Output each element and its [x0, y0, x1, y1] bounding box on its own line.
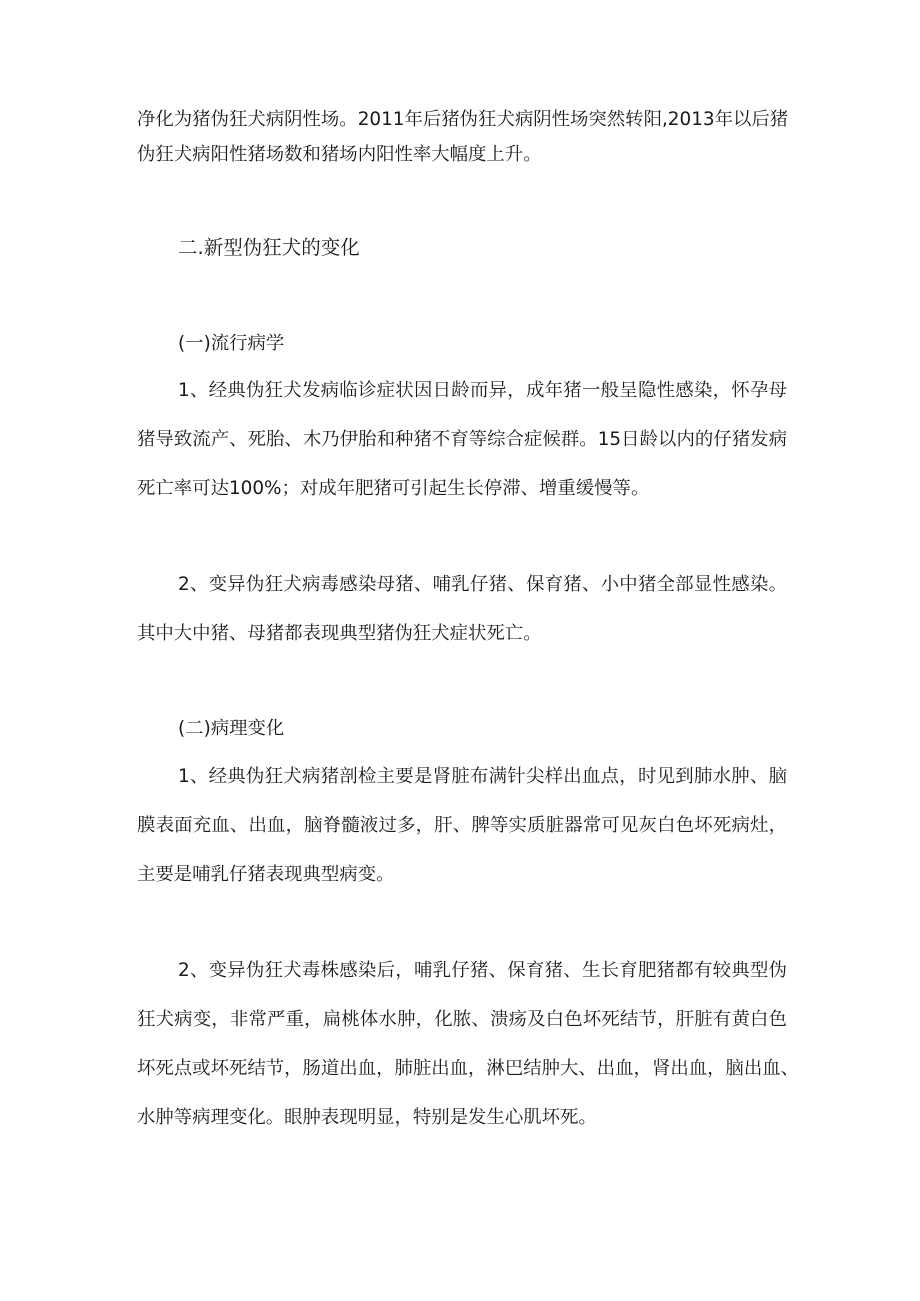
paragraph-line: 2、变异伪狂犬病毒感染母猪、哺乳仔猪、保育猪、小中猪全部显性感染。: [178, 574, 787, 595]
paragraph-line: 水肿等病理变化。眼肿表现明显，特别是发生心肌坏死。: [137, 1107, 597, 1128]
paragraph-line: 1、经典伪狂犬病猪剖检主要是肾脏布满针尖样出血点，时见到肺水肿、脑: [178, 766, 787, 787]
subsection-heading: (一)流行病学: [178, 333, 285, 354]
paragraph-line: 膜表面充血、出血，脑脊髓液过多，肝、脾等实质脏器常可见灰白色坏死病灶，: [137, 815, 787, 836]
paragraph-line: 坏死点或坏死结节，肠道出血，肺脏出血，淋巴结肿大、出血，肾出血，脑出血、: [137, 1058, 800, 1079]
section-heading: 二.新型伪狂犬的变化: [178, 236, 360, 259]
paragraph-line: 净化为猪伪狂犬病阴性场。2011年后猪伪狂犬病阴性场突然转阳,2013年以后猪: [137, 109, 789, 130]
paragraph-line: 其中大中猪、母猪都表现典型猪伪狂犬症状死亡。: [137, 623, 542, 644]
paragraph-line: 2、变异伪狂犬毒株感染后，哺乳仔猪、保育猪、生长育肥猪都有较典型伪: [178, 960, 787, 981]
paragraph-line: 猪导致流产、死胎、木乃伊胎和种猪不育等综合症候群。15日龄以内的仔猪发病: [137, 429, 787, 450]
paragraph-line: 狂犬病变，非常严重，扁桃体水肿，化脓、溃疡及白色坏死结节，肝脏有黄白色: [137, 1009, 787, 1030]
paragraph-line: 伪狂犬病阳性猪场数和猪场内阳性率大幅度上升。: [137, 144, 542, 165]
subsection-heading: (二)病理变化: [178, 718, 285, 739]
paragraph-line: 1、经典伪狂犬发病临诊症状因日龄而异，成年猪一般呈隐性感染，怀孕母: [178, 380, 787, 401]
paragraph-line: 死亡率可达100%；对成年肥猪可引起生长停滞、增重缓慢等。: [137, 478, 650, 499]
paragraph-line: 主要是哺乳仔猪表现典型病变。: [137, 864, 395, 885]
